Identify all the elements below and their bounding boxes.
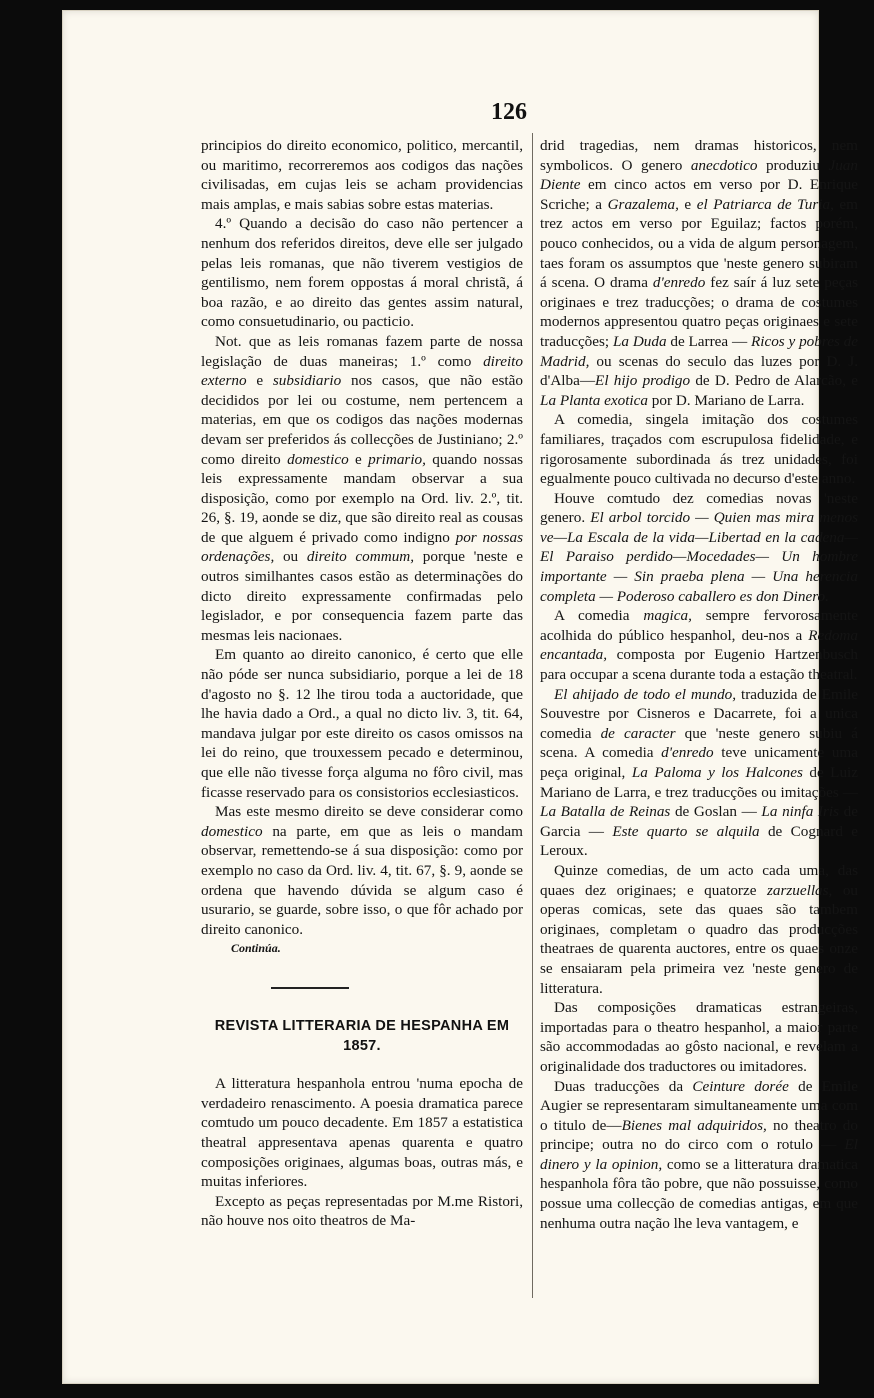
column-divider — [532, 133, 533, 1298]
paragraph: A litteratura hespanhola entrou 'numa epocha de verdadeiro renascimento. A poesia dramatica parece comtudo um pouco decadente. Em 1857 a estatistica theatral appresentava apenas quarenta e quatro composições originaes, algumas boas, outras más, e muitas inferiores. — [201, 1075, 523, 1191]
paragraph: drid tragedias, nem dramas historicos, nem symbolicos. O genero anecdotico produziu Juan Diente em cinco actos em verso por D. Enrique Scriche; a Grazalema, e el Patriarca de Turia, em trez actos em verso por Eguilaz; factos porém, pouco conhecidos, ou a vida de algum personagem, taes foram os assumptos que 'neste genero subiram á scena. O drama d'enredo fez saír á luz sete peças originaes e trez traducções; o drama de costumes modernos appresentou quatro peças originaes e sete traducções; La Duda de Larrea — Ricos y pobres de Madrid, ou scenas do seculo das luzes por D. J. d'Alba—El hijo prodigo de D. Pedro de Alarcão, e La Planta exotica por D. Mariano de Larra. — [540, 137, 858, 409]
paragraph: Em quanto ao direito canonico, é certo que elle não póde ser nunca subsidiario, porque a lei de 18 d'agosto no §. 12 lhe tirou toda a auctoridade, que lhe havia dado a Ord., a qual no dicto liv. 3, tit. 64, mandava julgar por este direito os casos omissos na lei do reino, que trouxessem pecado e determinou, que elle não tivesse força alguma no fôro civil, mas ficasse reservado para os consistorios ecclesiasticos. — [201, 646, 523, 801]
paragraph: principios do direito economico, politico, mercantil, ou maritimo, recorreremos aos codigos das nações civilisadas, em cujas leis se acham providencias mais amplas, e mais sabias sobre estas materias. — [201, 137, 523, 213]
paragraph: Duas traducções da Ceinture dorée de Emile Augier se representaram simultaneamente uma com o titulo de—Bienes mal adquiridos, no theatro do principe; outra no do circo com o rotulo — El dinero y la opinion, como se a litteratura dramatica hespanhola fôra tão pobre, que não possuisse, como possue uma collecção de comedias antigas, em que nenhuma outra nação lhe leva vantagem, e — [540, 1077, 859, 1232]
section-rule — [271, 987, 349, 989]
right-column — [540, 136, 858, 1233]
paragraph: Das composições dramaticas estrangeiras, importadas para o theatro hespanhol, a maior parte são accommodadas ao gôsto nacional, e revelam a originalidade dos traductores ou imitadores. — [540, 999, 858, 1075]
section-heading: REVISTA LITTERARIA DE HESPANHA EM 1857. — [214, 1017, 510, 1054]
paragraph: Excepto as peças representadas por M.me Ristori, não houve nos oito theatros de Ma- — [201, 1192, 523, 1230]
paragraph: Not. que as leis romanas fazem parte de nossa legislação de duas maneiras; 1.º como direito externo e subsidiario nos casos, que não estão decididos por lei ou costume, nem pertencem a materias, em que os codigos das nações modernas devam ser preferidos ás collecções de Justiniano; 2.º como direito domestico e primario, quando nossas leis expressamente mandam observar a sua disposição, como por exemplo na Ord. liv. 2.º, tit. 26, §. 19, aonde se diz, que são direito real as cousas de que alguem é privado como indigno por nossas ordenações, ou direito commum, porque 'neste e outros similhantes casos estão as determinações do dicto direito expressamente confirmadas pelo legislador, e por consequencia fazem parte das mesmas leis nacionaes. — [201, 332, 523, 644]
paragraph: Mas este mesmo direito se deve considerar como domestico na parte, em que as leis o mandam observar, remettendo-se á sua disposição: como por exemplo no caso da Ord. liv. 4, tit. 67, §. 9, aonde se ordena que havendo dúvida se algum caso é usurario, se guarde, sobre isso, o que fôr achado por direito canonico. — [201, 803, 523, 938]
paragraph: El ahijado de todo el mundo, traduzida de Emile Souvestre por Cisneros e Dacarrete, foi a unica comedia de caracter que 'neste genero subiu á scena. A comedia d'enredo teve unicamente uma peça original, La Paloma y los Halcones de Luiz Mariano de Larra, e trez traducções ou imitações — La Batalla de Reinas de Goslan — La ninfa Iris de Garcia — Este quarto se alquila de Cognard e Leroux. — [540, 685, 859, 860]
newspaper-page — [62, 10, 859, 1384]
paragraph: 4.º Quando a decisão do caso não pertencer a nenhum dos referidos direitos, deve elle ser julgado pelas leis romanas, que não tiverem vestigios de gentilismo, nem forem oppostas á moral christã, á boa razão, e ao direito das gentes assim natural, como consuetudinario, ou pacticio. — [201, 215, 523, 331]
paragraph: A comedia magica, sempre fervorosamente acolhida do público hespanhol, deu-nos a Redoma encantada, composta por Eugenio Hartzenbusch para occupar a scena durante toda a estação theatral. — [540, 607, 858, 684]
paragraph: Quinze comedias, de um acto cada uma, das quaes dez originaes; e quatorze zarzuellas, ou operas comicas, sete das quaes são tambem originaes, completam o quadro das producções theatraes de quarenta auctores, entre os quaes onze se ensaiaram pela primeira vez 'neste genero de litteratura. — [540, 861, 859, 997]
page-number: 126 — [491, 99, 527, 125]
continua-note: Continúa. — [231, 941, 281, 956]
left-column — [201, 136, 523, 1231]
paragraph: Houve comtudo dez comedias novas 'neste genero. El arbol torcido — Quien mas mira menos ve—La Escala de la vida—Libertad en la cadena—El Paraiso perdido—Mocedades— Un hombre importante — Sin praeba plena — Una herencia completa — Poderoso caballero es don Dinero. — [540, 489, 859, 605]
paragraph: A comedia, singela imitação dos costumes familiares, traçados com escrupulosa fidelidade, e rigorosamente subordinada ás trez unidades, foi egualmente pouco cultivada no decurso d'este anno. — [540, 411, 858, 488]
